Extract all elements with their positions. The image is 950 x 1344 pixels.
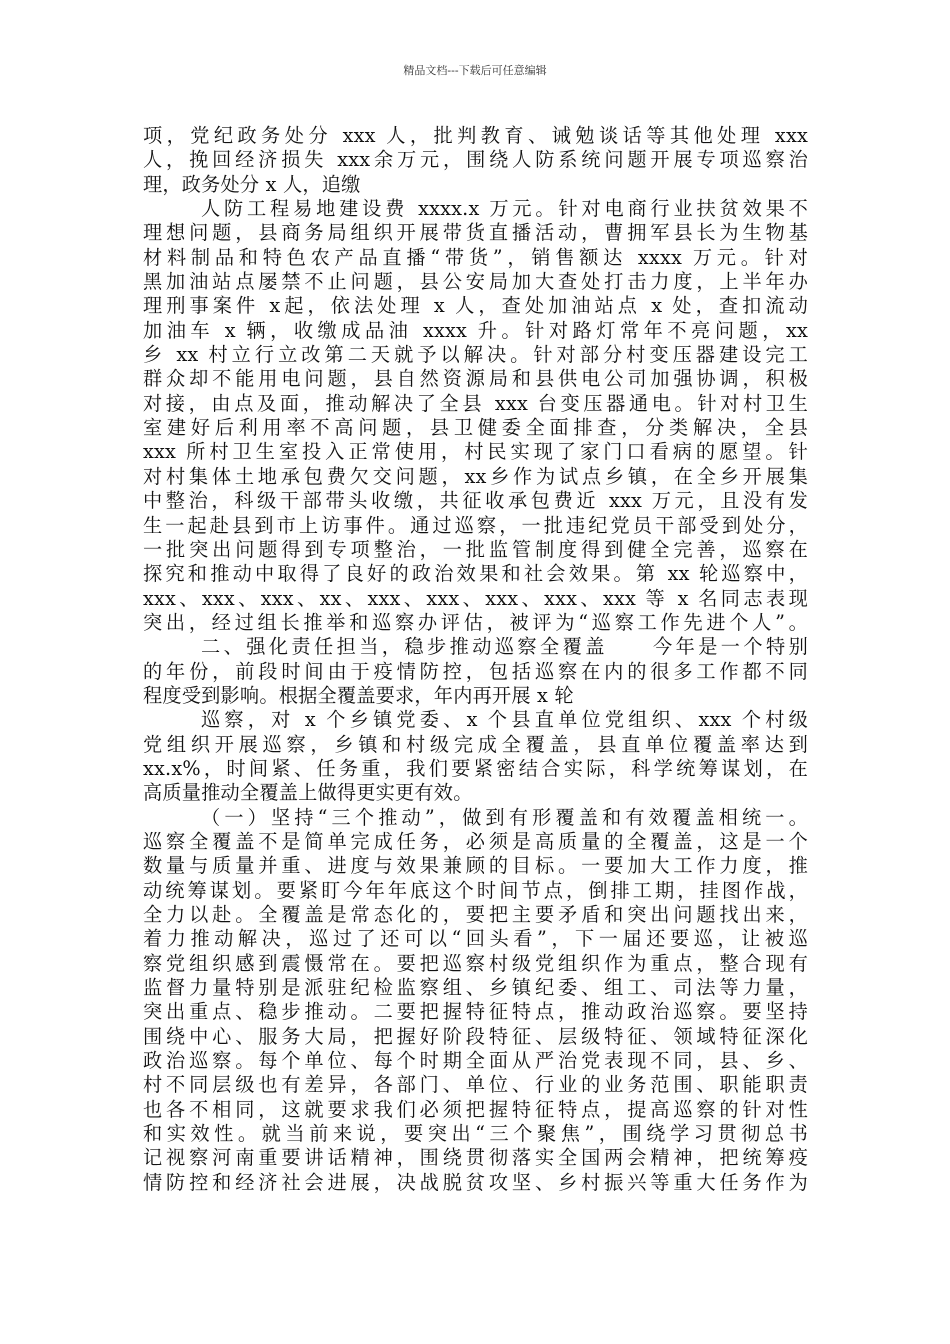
text-line: （一）坚持“三个推动”，做到有形覆盖和有效覆盖相统一。 [201,805,808,829]
text-line: 着力推动解决，巡过了还可以“回头看”，下一届还要巡，让被巡 [143,927,808,951]
text-line: 群众却不能用电问题，县自然资源局和县供电公司加强协调，积极 [143,367,808,391]
document-body [143,124,808,1195]
text-line: 材料制品和特色农产品直播“带货”，销售额达 xxxx 万元。针对 [143,245,808,269]
page-header: 精品文档---下载后可任意编辑 [403,64,547,77]
text-line: 对接，由点及面，推动解决了全县 xxx 台变压器通电。针对村卫生 [143,391,808,415]
text-line: 动统筹谋划。要紧盯今年年底这个时间节点，倒排工期，挂图作战， [143,878,808,902]
text-line: 党组织开展巡察，乡镇和村级完成全覆盖，县直单位覆盖率达到 [143,732,808,756]
text-line: 人防工程易地建设费 xxxx.x 万元。针对电商行业扶贫效果不 [201,197,808,221]
text-line: 全力以赴。全覆盖是常态化的，要把主要矛盾和突出问题找出来， [143,903,808,926]
text-line: 生一起赴县到市上访事件。通过巡察，一批违纪党员干部受到处分， [143,513,808,537]
text-line: 巡察，对 x 个乡镇党委、x 个县直单位党组织、xxx 个村级 [201,708,808,732]
text-line: 二、强化责任担当，稳步推动巡察全覆盖 今年是一个特别 [201,635,808,659]
text-line: 对村集体土地承包费欠交问题，xx乡作为试点乡镇，在全乡开展集 [143,464,808,488]
text-line: 中整治，科级干部带头收缴，共征收承包费近 xxx 万元，且没有发 [143,489,808,513]
text-line: 村不同层级也有差异，各部门、单位、行业的业务范围、职能职责 [143,1073,808,1097]
text-line: 突出重点、稳步推动。二要把握特征特点，推动政治巡察。要坚持 [143,1000,808,1024]
text-line: 人，挽回经济损失 xxx余万元，围绕人防系统问题开展专项巡察治 [143,148,808,172]
text-line: 情防控和经济社会进展，决战脱贫攻坚、乡村振兴等重大任务作为 [143,1170,808,1194]
text-line: 突出，经过组长推举和巡察办评估，被评为“巡察工作先进个人”。 [143,610,808,634]
text-line: 察党组织感到震慑常在。要把巡察村级党组织作为重点，整合现有 [143,951,808,975]
text-line: xxx 所村卫生室投入正常使用，村民实现了家门口看病的愿望。针 [143,440,808,464]
text-line: 室建好后利用率不高问题，县卫健委全面排查，分类解决，全县 [143,416,808,440]
text-line: 政治巡察。每个单位、每个时期全面从严治党表现不同，县、乡、 [143,1049,808,1073]
text-line: 记视察河南重要讲话精神，围绕贯彻落实全国两会精神，把统筹疫 [143,1146,808,1170]
text-line: 程度受到影响。根据全覆盖要求，年内再开展 x 轮 [143,683,574,707]
text-line: 高质量推动全覆盖上做得更实更有效。 [143,781,473,805]
text-line: 监督力量特别是派驻纪检监察组、乡镇纪委、组工、司法等力量， [143,976,808,1000]
text-line: 探究和推动中取得了良好的政治效果和社会效果。第 xx 轮巡察中， [143,562,808,586]
text-line: 的年份，前段时间由于疫情防控，包括巡察在内的很多工作都不同 [143,659,808,683]
text-line: 理刑事案件 x起，依法处理 x 人，查处加油站点 x 处，查扣流动 [143,294,808,318]
text-line: 理，政务处分 x 人，追缴 [143,172,361,196]
text-line: xxx、xxx、xxx、xx、xxx、xxx、xxx、xxx、xxx 等 x 名同志表现 [143,586,808,610]
text-line: 黑加油站点屡禁不止问题，县公安局加大查处打击力度，上半年办 [143,270,808,294]
text-line: 和实效性。就当前来说，要突出“三个聚焦”，围绕学习贯彻总书 [143,1122,808,1146]
text-line: 理想问题，县商务局组织开展带货直播活动，曹拥军县长为生物基 [143,221,808,245]
text-line: 一批突出问题得到专项整治，一批监管制度得到健全完善，巡察在 [143,537,808,561]
text-line: 也各不相同，这就要求我们必须把握特征特点，提高巡察的针对性 [143,1097,808,1121]
text-line: xx.x%，时间紧、任务重，我们要紧密结合实际，科学统筹谋划，在 [143,756,808,780]
text-line: 数量与质量并重、进度与效果兼顾的目标。一要加大工作力度，推 [143,854,808,878]
text-line: 乡 xx 村立行立改第二天就予以解决。针对部分村变压器建设完工 [143,343,808,367]
text-line: 项，党纪政务处分 xxx 人，批判教育、诫勉谈话等其他处理 xxx [143,124,808,147]
text-line: 加油车 x 辆，收缴成品油 xxxx 升。针对路灯常年不亮问题，xx [143,318,808,342]
text-line: 巡察全覆盖不是简单完成任务，必须是高质量的全覆盖，这是一个 [143,829,808,853]
text-line: 围绕中心、服务大局，把握好阶段特征、层级特征、领域特征深化 [143,1024,808,1048]
